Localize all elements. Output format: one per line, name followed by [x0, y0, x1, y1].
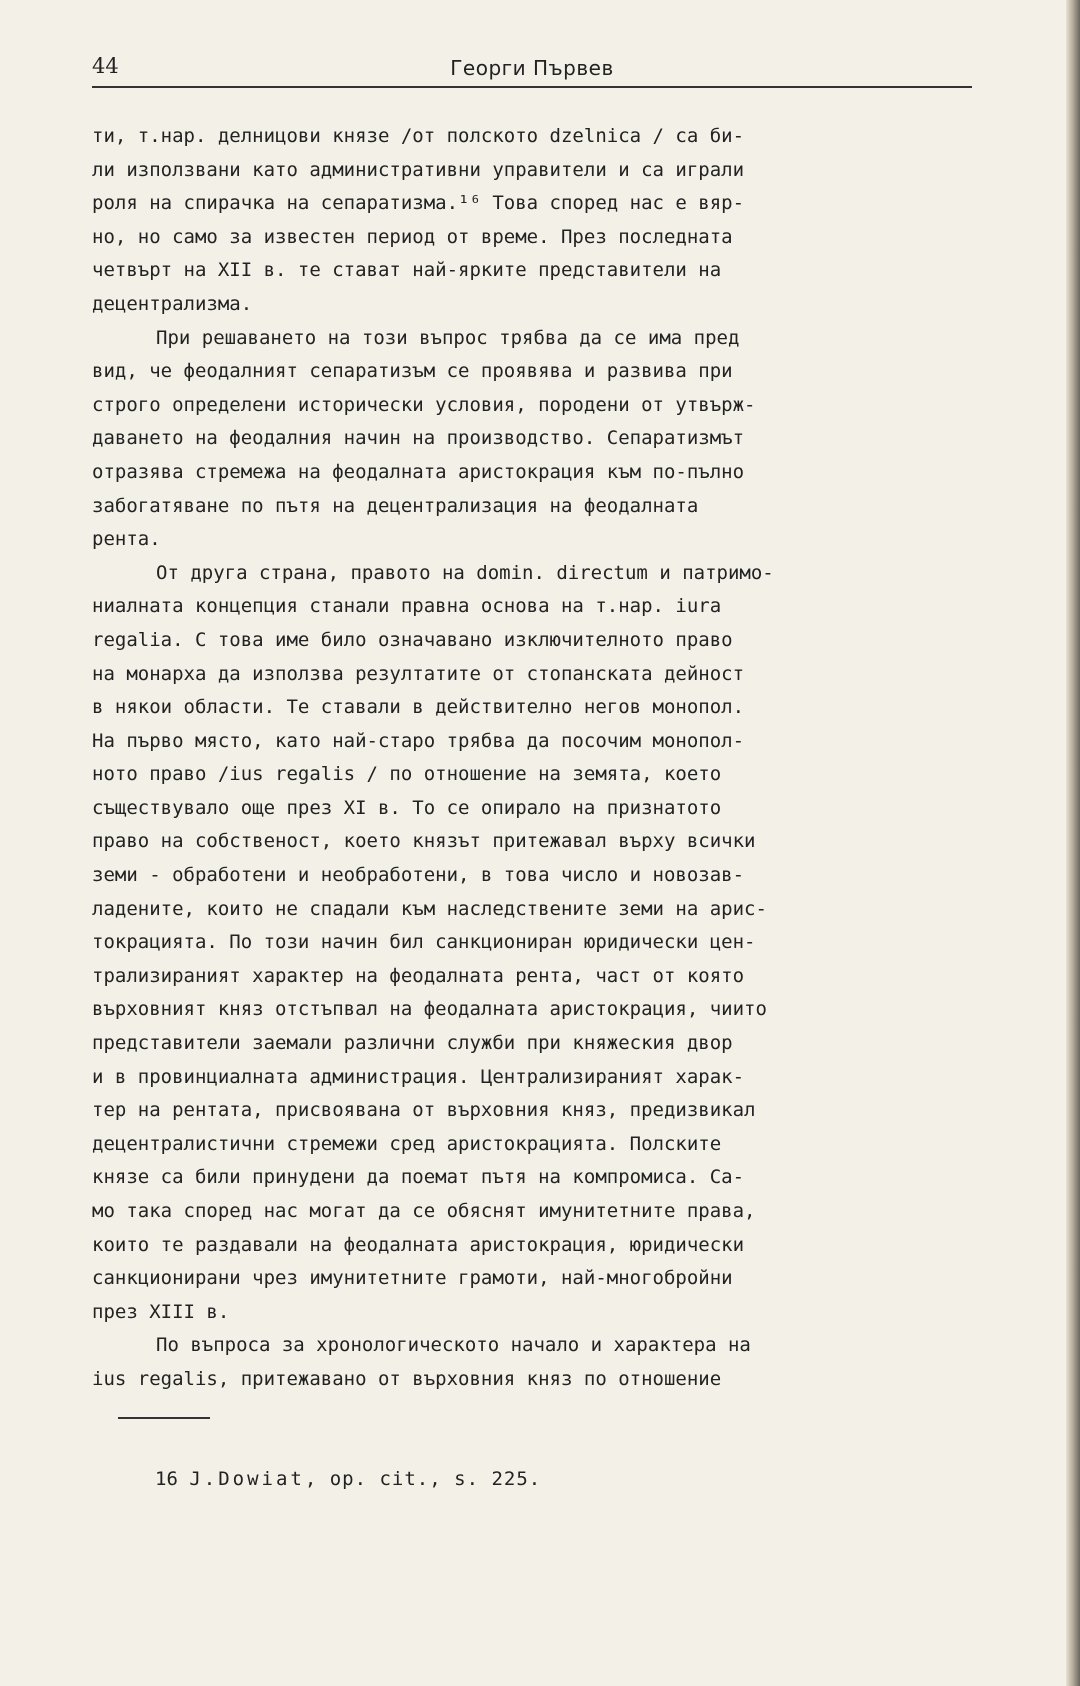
text-line: ното право /ius regalis / по отношение на земята, което — [92, 763, 722, 786]
text-line: на монарха да използва резултатите от стопанската дейност — [92, 662, 745, 685]
text-line: децентрализма. — [92, 292, 253, 315]
text-line: строго определени исторически условия, породени от утвърж- — [92, 393, 756, 416]
text-line: право на собственост, което князът притежавал върху всички — [92, 830, 756, 853]
text-line: ниалната концепция станали правна основа на т.нар. iura — [92, 595, 722, 618]
page-header — [92, 50, 972, 88]
paragraph-first-line: При решаването на този въпрос трябва да се има пред — [156, 326, 740, 349]
running-head-author: Георги Първев — [450, 56, 614, 80]
text-line: четвърт на XII в. те стават най-ярките представители на — [92, 259, 722, 282]
text-line: представители заемали различни служби при княжеския двор — [92, 1032, 733, 1055]
text-line: съществувало още през XI в. То се опирало на признатото — [92, 796, 722, 819]
footnote-citation: , op. cit., s. 225. — [304, 1468, 542, 1490]
paragraph-first-line: От друга страна, правото на domin. directum и патримо- — [156, 561, 774, 584]
text-line: земи - обработени и необработени, в това число и новозав- — [92, 864, 745, 887]
text-line: трализираният характер на феодалната рента, част от която — [92, 964, 745, 987]
text-line: токрацията. По този начин бил санкциониран юридически цен- — [92, 931, 756, 954]
text-line: regalia. С това име било означавано изключителното право — [92, 628, 733, 651]
text-line: върховният княз отстъпвал на феодалната аристокрация, чиито — [92, 998, 767, 1021]
text-line: На първо място, като най-старо трябва да посочим монопол- — [92, 729, 745, 752]
text-line: даването на феодалния начин на производство. Сепаратизмът — [92, 427, 745, 450]
text-line: рента. — [92, 528, 161, 551]
body-text — [92, 120, 972, 1397]
text-line: роля на спирачка на сепаратизма.¹⁶ Това според нас е вяр- — [92, 192, 745, 215]
text-line: мо така според нас могат да се обяснят имунитетните права, — [92, 1200, 756, 1222]
text-line: през XIII в. — [92, 1300, 230, 1323]
page-number: 44 — [92, 54, 119, 78]
text-line: ти, т.нар. делницови князе /от полското dzelnica / са би- — [92, 125, 745, 147]
footnote — [155, 1468, 541, 1490]
text-line: ладените, които не спадали към наследствените земи на арис- — [92, 897, 767, 920]
text-line: които те раздавали на феодалната аристокрация, юридически — [92, 1233, 745, 1256]
text-line: забогатяване по пътя на децентрализация на феодалната — [92, 494, 699, 517]
text-line: князе са били принудени да поемат пътя на компромиса. Са- — [92, 1166, 745, 1189]
paragraph-first-line: По въпроса за хронологическото начало и характера на — [156, 1334, 751, 1357]
text-line: ли използвани като административни управители и са играли — [92, 158, 745, 181]
footnote-number: 16 — [155, 1468, 178, 1490]
text-line: и в провинциалната администрация. Централизираният харак- — [92, 1065, 745, 1088]
book-spine-edge — [1066, 0, 1080, 1686]
footnote-separator — [118, 1417, 210, 1419]
text-line: децентралистични стремежи сред аристокрацията. Полските — [92, 1132, 722, 1155]
text-line: в някои области. Те ставали в действително негов монопол. — [92, 696, 745, 719]
text-line: вид, че феодалният сепаратизъм се проявява и развива при — [92, 360, 733, 383]
footnote-author: J.Dowiat — [189, 1468, 305, 1490]
text-line: ius regalis, притежавано от върховния княз по отношение — [92, 1367, 722, 1390]
text-line: санкционирани чрез имунитетните грамоти, най-многобройни — [92, 1267, 733, 1290]
text-line: но, но само за известен период от време. През последната — [92, 225, 733, 248]
text-line: тер на рентата, присвоявана от върховния княз, предизвикал — [92, 1099, 756, 1122]
text-line: отразява стремежа на феодалната аристокрация към по-пълно — [92, 460, 745, 483]
